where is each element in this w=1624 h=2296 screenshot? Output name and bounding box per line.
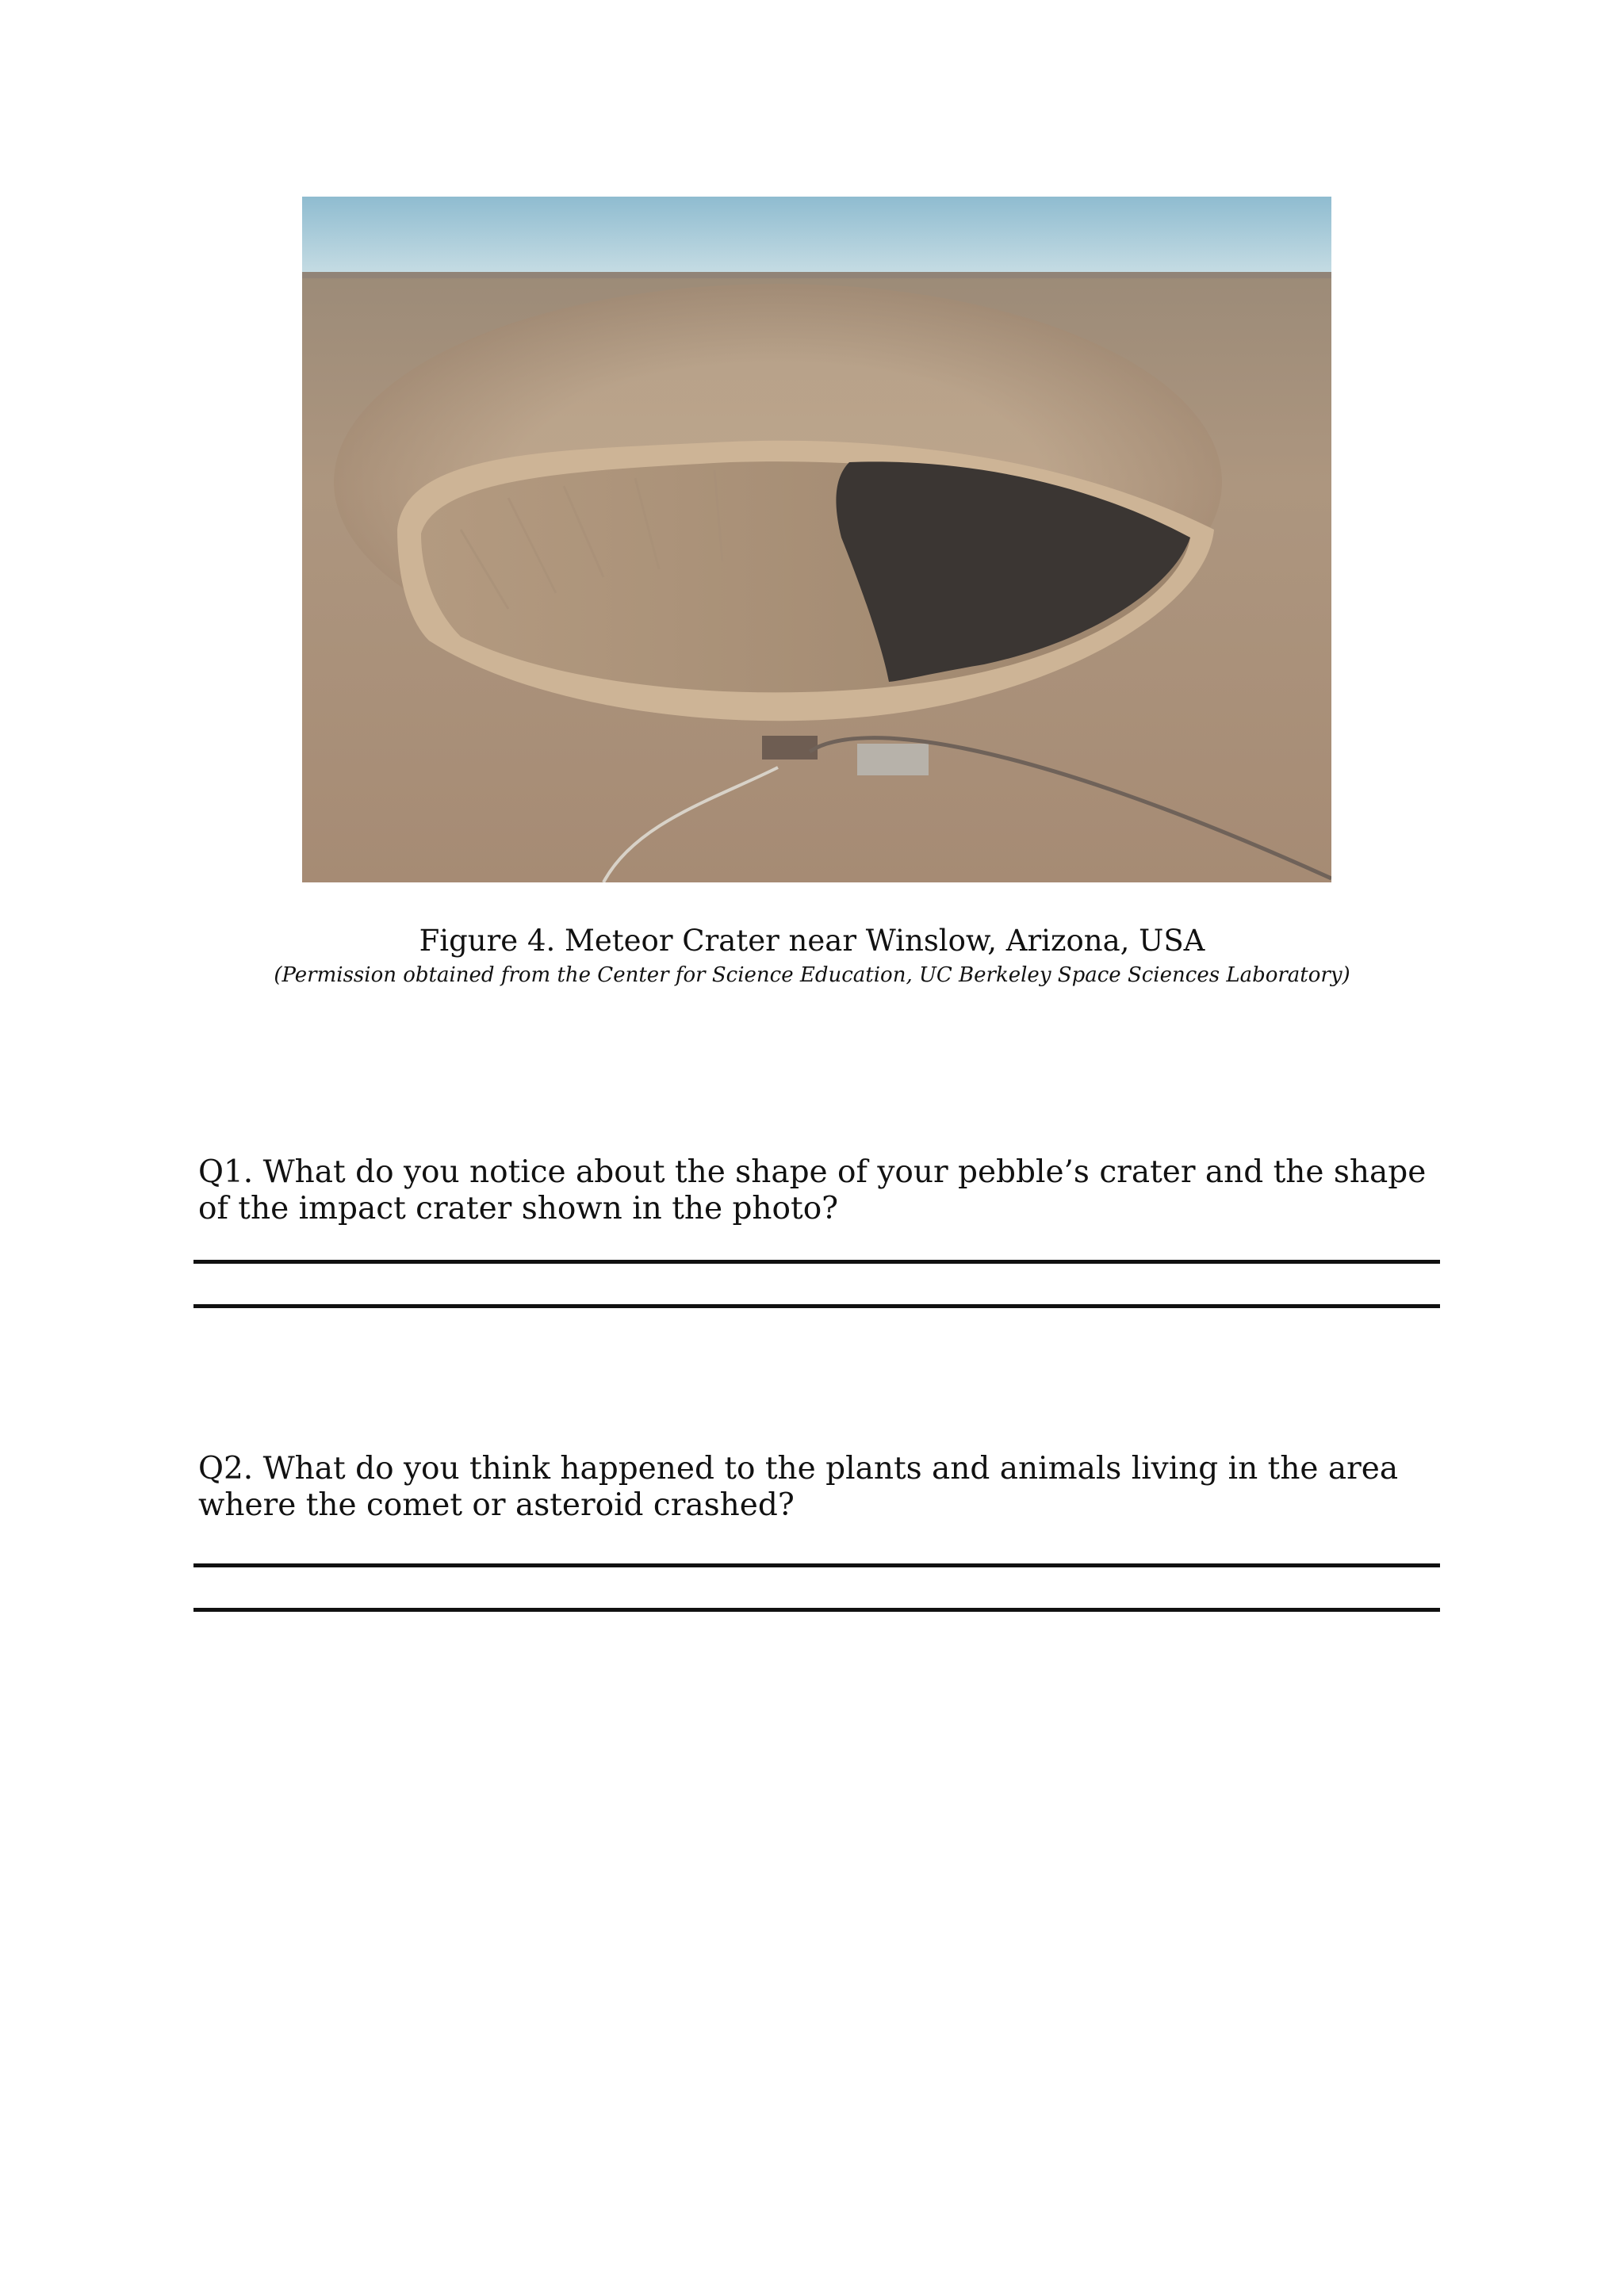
answer-line-q1-2[interactable] [193, 1304, 1440, 1308]
figure-credit: (Permission obtained from the Center for Science Education, UC Berkeley Space Sciences Laboratory) [274, 963, 1350, 987]
answer-line-q2-2[interactable] [193, 1608, 1440, 1612]
answer-line-q1-1[interactable] [193, 1260, 1440, 1264]
figure-caption: Figure 4. Meteor Crater near Winslow, Arizona, USA [419, 924, 1205, 958]
answer-line-q2-1[interactable] [193, 1563, 1440, 1567]
meteor-crater-photo [302, 197, 1331, 882]
question-2: Q2. What do you think happened to the plants and animals living in the area where the comet or asteroid crashed? [198, 1451, 1399, 1523]
question-1: Q1. What do you notice about the shape of your pebble’s crater and the shape of the impact crater shown in the photo? [198, 1154, 1427, 1226]
